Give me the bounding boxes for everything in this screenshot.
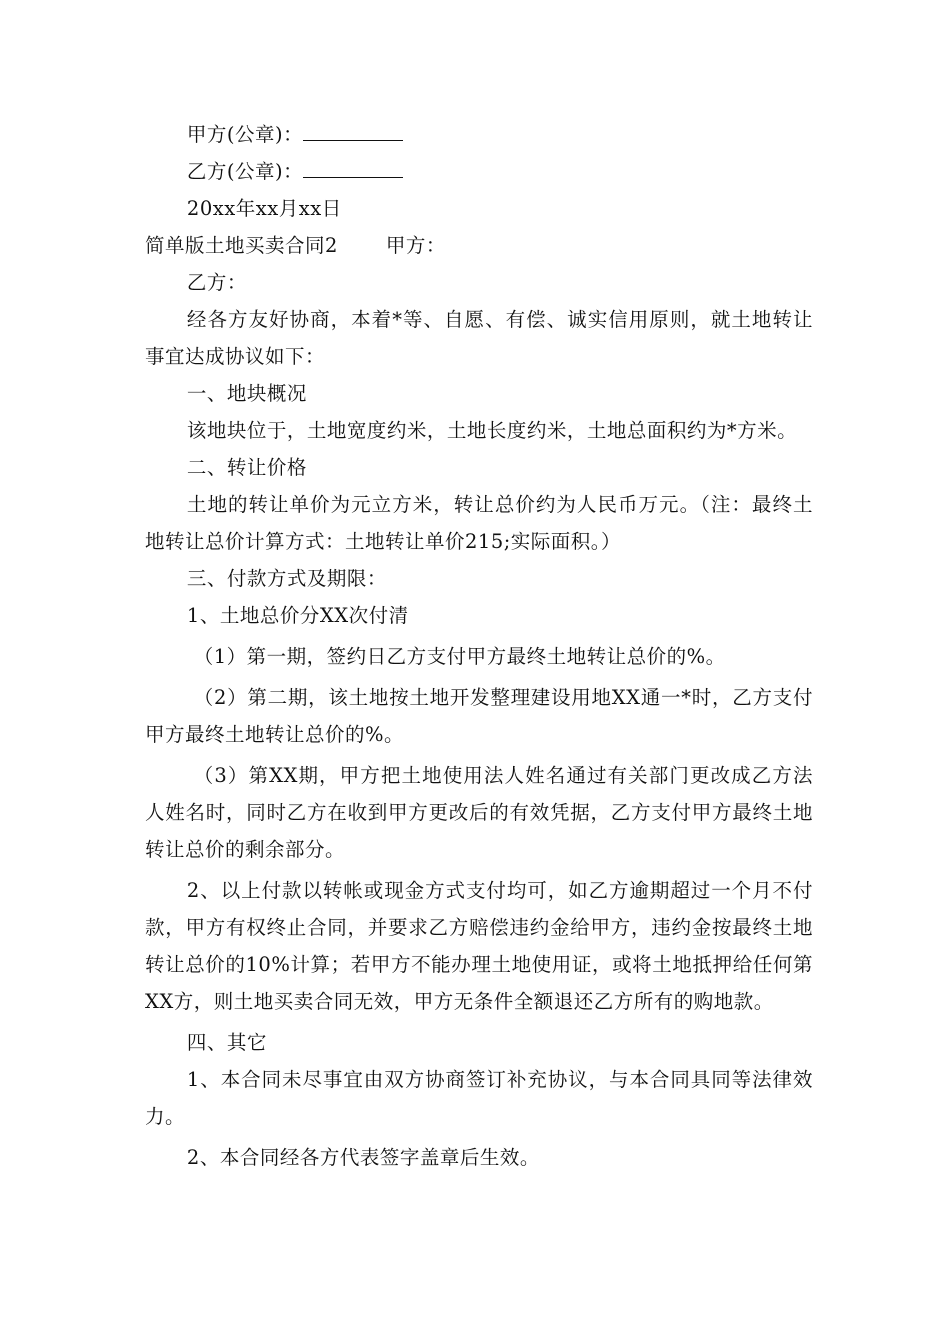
section3-sub1: （1）第一期，签约日乙方支付甲方最终土地转让总价的%。: [193, 645, 726, 668]
section3-sub2: （2）第二期，该土地按土地开发整理建设用地XX通一*时，乙方支付甲方最终土地转让总价的%。: [145, 686, 813, 746]
document-body: [145, 116, 813, 1176]
section4-item1: 1、本合同未尽事宜由双方协商签订补充协议，与本合同具同等法律效力。: [145, 1068, 813, 1128]
signature-party-a-blank: [303, 116, 403, 141]
section3-sub3: （3）第XX期，甲方把土地使用法人姓名通过有关部门更改成乙方法人姓名时，同时乙方在收到甲方更改后的有效凭据，乙方支付甲方最终土地转让总价的剩余部分。: [145, 764, 813, 861]
intro-paragraph: 经各方友好协商，本着*等、自愿、有偿、诚实信用原则，就土地转让事宜达成协议如下：: [145, 308, 813, 368]
section1-text: 该地块位于，土地宽度约米，土地长度约米，土地总面积约为*方米。: [186, 419, 798, 442]
section1-heading: 一、地块概况: [186, 382, 307, 405]
signature-party-a-label: 甲方(公章)：: [186, 123, 304, 146]
section3-heading: 三、付款方式及期限：: [186, 567, 387, 590]
section4-heading: 四、其它: [186, 1031, 267, 1054]
title-party-a-label: 甲方：: [385, 234, 446, 257]
signature-party-b-label: 乙方(公章)：: [186, 160, 304, 183]
signature-date: 20xx年xx月xx日: [186, 197, 342, 220]
section3-item1: 1、土地总价分XX次付清: [186, 604, 409, 627]
section4-item2: 2、本合同经各方代表签字盖章后生效。: [186, 1146, 540, 1169]
signature-party-b-blank: [303, 153, 403, 178]
party-b-label: 乙方：: [186, 271, 247, 294]
section2-text: 土地的转让单价为元立方米，转让总价约为人民币万元。（注：最终土地转让总价计算方式：土地转让单价215;实际面积。）: [145, 493, 813, 553]
contract-title: 简单版土地买卖合同2: [145, 234, 338, 257]
signature-party-a: [145, 116, 813, 153]
section3-item2: 2、以上付款以转帐或现金方式支付均可，如乙方逾期超过一个月不付款，甲方有权终止合同，并要求乙方赔偿违约金给甲方，违约金按最终土地转让总价的10%计算；若甲方不能办理土地使用证，或将土地抵押给任何第XX方，则土地买卖合同无效，甲方无条件全额退还乙方所有的购地款。: [145, 879, 813, 1013]
contract-title-line: [145, 227, 813, 264]
section2-heading: 二、转让价格: [186, 456, 307, 479]
signature-party-b: [145, 153, 813, 190]
